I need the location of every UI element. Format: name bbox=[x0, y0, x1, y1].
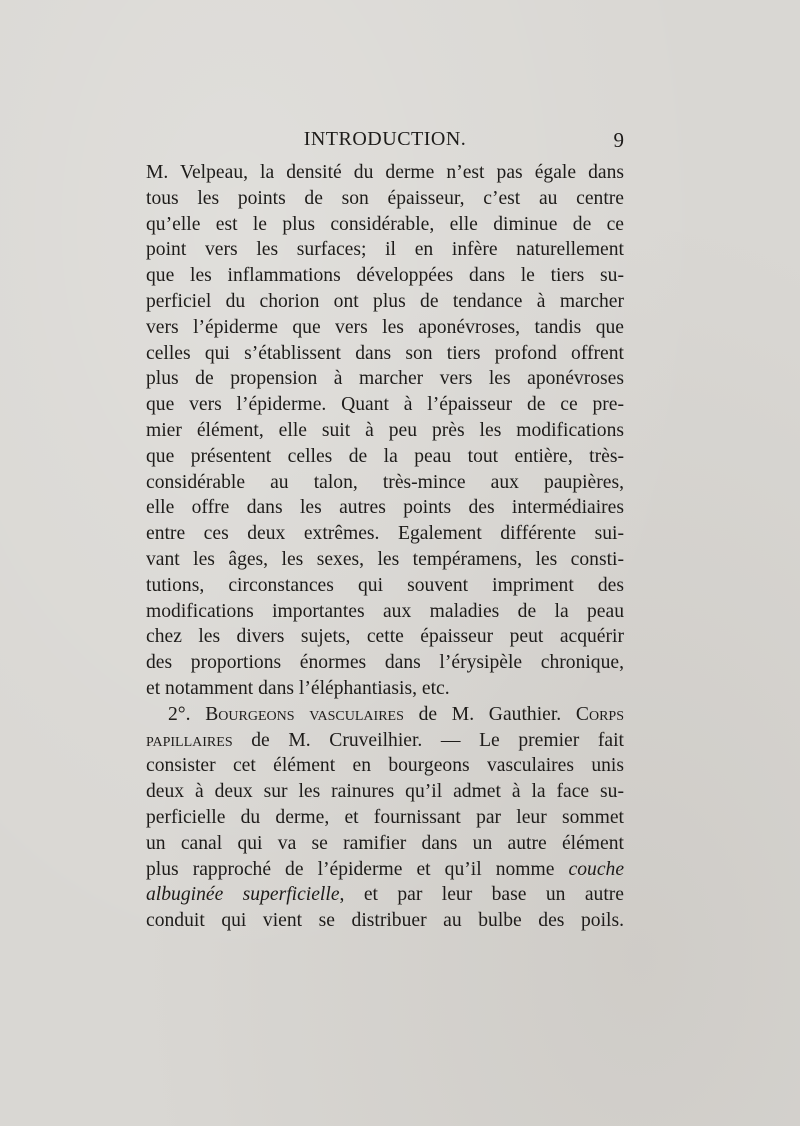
section-attribution-b: de M. Cruveilhier. — Le premier fait bbox=[251, 729, 624, 751]
section-heading-a: Bourgeons vasculaires bbox=[205, 703, 404, 725]
section-number: 2°. bbox=[168, 703, 191, 725]
text-line: deux à deux sur les rainures qu’il admet à la face su- bbox=[146, 781, 624, 803]
text-line: elle offre dans les autres points des intermédiaires bbox=[146, 497, 624, 519]
text-line: modifications importantes aux maladies de la peau bbox=[146, 600, 624, 622]
text-line: que présentent celles de la peau tout entière, très- bbox=[146, 445, 624, 467]
text-segment: , et par leur base un autre bbox=[339, 884, 624, 906]
text-line bbox=[146, 857, 624, 883]
section-attribution-a: de M. Gauthier. bbox=[418, 703, 562, 725]
text-line: un canal qui va se ramifier dans un autre élément bbox=[146, 832, 624, 854]
text-line: considérable au talon, très-mince aux paupières, bbox=[146, 471, 624, 493]
text-line: vers l’épiderme que vers les aponévroses, tandis que bbox=[146, 316, 624, 338]
section-heading-line bbox=[146, 702, 624, 728]
section-heading-b-end: papillaires bbox=[146, 729, 233, 751]
text-line: plus de propension à marcher vers les aponévroses bbox=[146, 368, 624, 390]
text-line: chez les divers sujets, cette épaisseur peut acquérir bbox=[146, 626, 624, 648]
body-text bbox=[146, 160, 624, 934]
section-heading-line bbox=[146, 728, 624, 754]
text-line: celles qui s’établissent dans son tiers profond offrent bbox=[146, 342, 624, 364]
italic-term: couche bbox=[568, 858, 624, 880]
section-heading-b-start: Corps bbox=[575, 703, 624, 725]
text-line: entre ces deux extrêmes. Egalement différente sui- bbox=[146, 523, 624, 545]
text-line: consister cet élément en bourgeons vasculaires unis bbox=[146, 755, 624, 777]
text-line: tutions, circonstances qui souvent impriment des bbox=[146, 574, 624, 596]
text-line: que les inflammations développées dans le tiers su- bbox=[146, 265, 624, 287]
text-line: tous les points de son épaisseur, c’est au centre bbox=[146, 187, 624, 209]
text-line: et notamment dans l’éléphantiasis, etc. bbox=[146, 677, 450, 699]
text-line: vant les âges, les sexes, les tempéramens, les consti- bbox=[146, 548, 624, 570]
running-header bbox=[146, 128, 624, 158]
text-line: M. Velpeau, la densité du derme n’est pas égale dans bbox=[146, 162, 624, 183]
page-number: 9 bbox=[613, 128, 624, 152]
running-title: INTRODUCTION. bbox=[303, 128, 467, 150]
text-segment: plus rapproché de l’épiderme et qu’il nomme bbox=[146, 858, 555, 880]
text-line: qu’elle est le plus considérable, elle diminue de ce bbox=[146, 213, 624, 235]
text-line: perficiel du chorion ont plus de tendance à marcher bbox=[146, 290, 624, 312]
text-line: conduit qui vient se distribuer au bulbe des poils. bbox=[146, 910, 624, 932]
italic-term: albuginée superficielle bbox=[146, 884, 340, 906]
text-line: des proportions énormes dans l’érysipèle chronique, bbox=[146, 652, 624, 674]
text-line: perficielle du derme, et fournissant par leur sommet bbox=[146, 806, 624, 828]
text-line bbox=[146, 882, 624, 908]
text-line: que vers l’épiderme. Quant à l’épaisseur de ce pre- bbox=[146, 394, 624, 416]
text-line: point vers les surfaces; il en infère naturellement bbox=[146, 239, 624, 261]
text-line: mier élément, elle suit à peu près les modifications bbox=[146, 419, 624, 441]
